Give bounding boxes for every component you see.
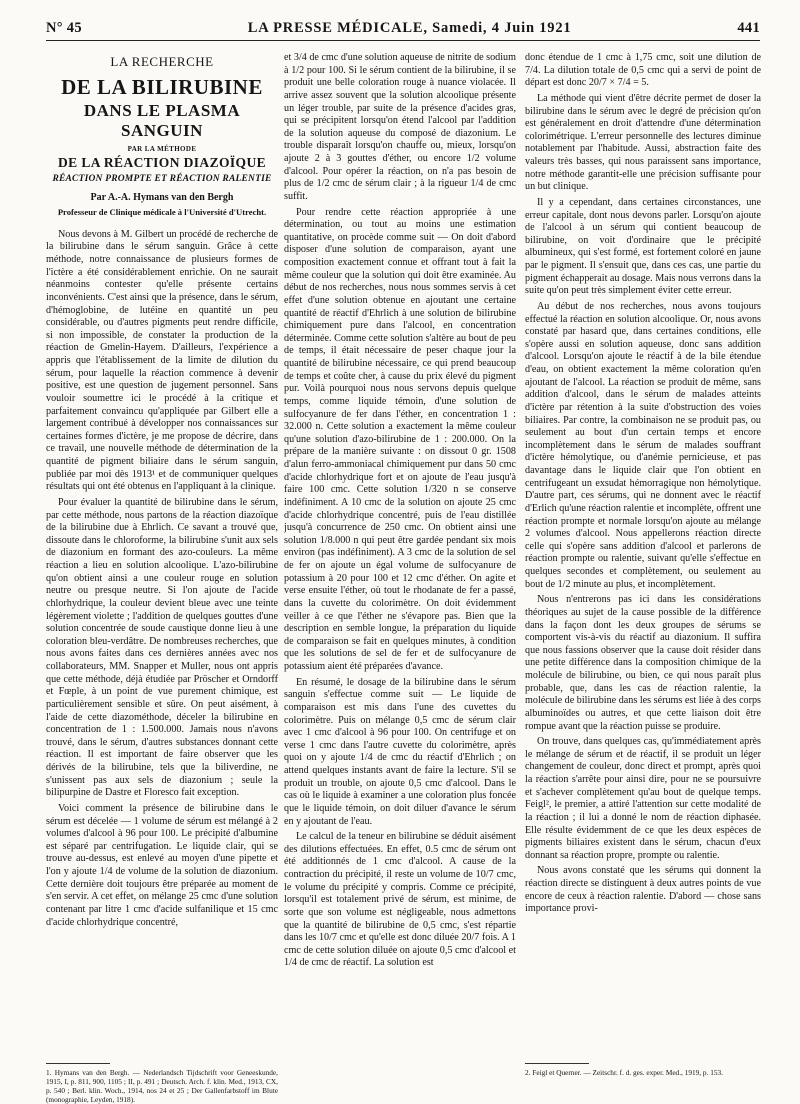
paragraph: Au début de nos recherches, nous avons toujours effectué la réaction en solution alcoolique. Or, nous avons constaté par hasard que, dans certaines conditions, elle s'opère aussi en solution aqueuse, donc sans addition d'alcool. Lorsqu'on ajoute le réactif à de la bile étendue d'eau, on obtient exactement la même coloration qu'en ajoutant de l'alcool. La réaction se produit de même, sans addition d'alcool, dans le sérum de malades atteints d'ictère par rétention à la suite d'obstruction des voies biliaires. Par contre, la combinaison ne se produit pas, ou seulement au bout d'un certain temps et encore incomplètement dans le sérum de malades souffrant d'ictère hémolytique, ou d'anémie pernicieuse, et pas davantage dans le liquide clair que l'on obtient en centrifugeant un exsudat hémorragique non hémolytique. D'autre part, ces sérums, qui ne donnent avec le réactif d'Erlich qu'une réaction ralentie et incomplète, offrent une réaction prompte et normale lorsqu'on ajoute au mélange 2 volumes d'alcool. Nous appellerons réaction directe celle qui s'opère sans addition d'alcool et parlerons de réaction prompte ou ralentie, suivant qu'elle s'effectue en quelques secondes et complètement, ou seulement au bout de 1/2 minute au plus, et incomplètement. — [525, 300, 761, 590]
paragraph: Pour évaluer la quantité de bilirubine dans le sérum, par cette méthode, nous partons de la réaction diazoïque de la bilirubine due à Ehrlich. Ce savant a trouvé que, dissoute dans le chloroforme, la bilirubine s'unit aux sels de diazonium en formant des azo-couleurs. La même réaction a lieu en solution alcoolique. L'azo-bilirubine qu'on obtient ainsi a une couleur rouge en solution neutre ou presque neutre. Si l'on ajoute de l'acide chlorhydrique, la couleur devient bleue avec une teinte légèrement violette ; l'addition de quelques gouttes d'une solution concentrée de soude caustique donne lieu à une coloration bleu-verdâtre. De nombreuses recherches, que nous avons faites dans ces dernières années avec nos collaborateurs, MM. Snapper et Muller, nous ont appris que cette méthode, déjà étudiée par Pröscher et Orndorff et Fœple, à un point de vue purement chimique, est particulièrement sensible et sûre. On peut aisément, à l'aide de cette diazométhode, déceler la bilirubine en concentration de 1 : 1.500.000. Jamais nous n'avons trouvé, dans le sérum, d'autres substances donnant cette réaction. Il est important de faire observer que les dérivés de la bilirubine, tels que la biliverdine, ne s'unissent pas aux sels de diazonium ; seule la bilipurpine de Dastre et Floresco fait exception. — [46, 496, 278, 799]
paragraph: Pour rendre cette réaction appropriée à une détermination, ou tout au moins une estimation quantitative, on procède comme suit — On doit d'abord disposer d'une solution de comparaison, ayant une composition exactement connue et offrant tout à fait la même couleur que la solution qui doit être examinée. Au début de nos recherches, nous nous sommes servis à cet effet d'une solution obtenue en ajoutant une certaine quantité de réactif d'Ehrlich à une solution de bilirubine chimiquement pure dans l'alcool, en concentration déterminée. Comme cette solution s'altère au bout de peu de temps, il était nécessaire de peser chaque jour la quantité de bilirubine nécessaire, ce qui prend beaucoup de temps et coûte cher, à cause du prix élevé du pigment pur. Voilà pourquoi nous nous servons depuis quelque temps, comme liquide témoin, d'une solution de sulfocyanure de fer dans l'éther, en concentration 1 : 32.000 n. Cette solution a exactement la même couleur qu'une solution d'azo-bilirubine de 1 : 200.000. On la prépare de la manière suivante : on dissout 0 gr. 1508 d'alun ferro-ammoniacal chimiquement pur dans 50 cmc d'acide chlorhydrique fort et on ajoute de l'eau jusqu'à faire 100 cmc. Cette solution 1/320 n se conserve indéfiniment. A 10 cmc de la solution on ajoute 25 cmc d'acide chlorhydrique concentré, puis de l'eau distillée jusqu'à concurrence de 250 cmc. On obtient ainsi une solution 1/8.000 n qui peut être gardée pendant six mois environ (pas indéfiniment). A 3 cmc de la solution de sel de fer on ajoute un égal volume de sulfocyanure de potassium à 20 pour 100 et 12 cmc d'éther. On agite et verse ensuite l'éther, où tout le rhodanate de fer a passé, dans la cuvette du colorimètre. On doit évidemment veiller à ce que l'éther ne s'évapore pas. Bien que la description en semble longue, la préparation du liquide de comparaison se fait en quelques minutes, à condition que les solutions de sel de fer et de sulfocyanure de potassium aient été préparées d'avance. — [284, 206, 516, 672]
paragraph: Nous avons constaté que les sérums qui donnent la réaction directe se distinguent à deux autres points de vue encore de ceux à réaction ralentie. D'abord — chose sans importance provi- — [525, 865, 761, 915]
footnote-rule — [46, 1063, 110, 1064]
journal-title: LA PRESSE MÉDICALE, Samedi, 4 Juin 1921 — [247, 20, 572, 36]
paragraph: On trouve, dans quelques cas, qu'immédiatement après le mélange de sérum et de réactif, il se produit un léger changement de couleur, donc direct et prompt, après quoi la réaction s'arrête pour ainsi dire, pour ne se poursuivre et s'achever complètement qu'au bout de quelque temps. Feigl², le premier, a attiré l'attention sur cette modalité de la réaction ; il lui a donné le nom de réaction diphasée. Elle résulte évidemment de ce que les deux espèces de pigments biliaires existent dans le sérum, chacun d'eux donnant sa réaction propre, prompte ou ralentie. — [525, 736, 761, 861]
article-method: DE LA RÉACTION DIAZOÏQUE — [57, 155, 266, 171]
column-3 — [525, 52, 761, 1052]
footnote-2: 2. Feigl et Querner. — Zeitschr. f. d. ges. exper. Med., 1919, p. 153. — [525, 1068, 723, 1077]
article-subtitle: RÉACTION PROMPTE ET RÉACTION RALENTIE — [52, 173, 272, 184]
running-head — [46, 20, 760, 40]
paragraph: donc étendue de 1 cmc à 1,75 cmc, soit une dilution de 7/4. La dilution totale de 0,5 cmc qui a servi de point de départ est donc 20/7 × 7/4 = 5. — [525, 52, 761, 89]
paragraph: Voici comment la présence de bilirubine dans le sérum est décelée — 1 volume de sérum est mélangé à 2 volumes d'alcool à 96 pour 100. Le précipité d'albumine est séparé par centrifugation. Le liquide clair, qui se trouve au-dessus, est enlevé au moyen d'une pipette et l'on y ajoute 1/4 de volume de la solution de diazonium. Cette dernière doit toujours être préparée au moment de s'en servir. A cet effet, on mélange 25 cmc d'une solution contenant par litre 1 cmc d'acide sulfanilique et 15 cmc d'acide chlorhydrique concentré, — [46, 802, 278, 928]
page-number: 441 — [737, 20, 760, 36]
column-2 — [284, 52, 516, 1052]
column-1 — [46, 52, 278, 1052]
paragraph: Nous devons à M. Gilbert un procédé de recherche de la bilirubine dans le sérum sanguin. Grâce à cette méthode, notre connaissance de plusieurs formes de l'ictère a été considérablement enrichie. On ne saurait néanmoins contester qu'elle présente certains inconvénients. C'est ainsi que la présence, dans le sérum, d'hémoglobine, de lutéine en quantité un peu considérable, ou d'autres pigments peut rendre difficile, si non impossible, de constater la production de la réaction de Gmelin-Hayem. D'ailleurs, l'expérience a appris que l'établissement de la limite de dilution du sérum, pour laquelle la réaction commence à devenir positive, est une question de jugement personnel. Sans vouloir soumettre ici le procédé à la critique et parfaitement convaincu qu'appliquée par Gilbert elle a largement contribué à développer nos connaissances sur certaines formes d'ictère, je me propose de décrire, dans ce travail, une nouvelle méthode de détermination de la quantité de pigment biliaire dans le sérum sanguin, publiée par moi dès 1913¹ et de communiquer quelques résultats qui ont été obtenus en l'appliquant à la clinique. — [46, 228, 278, 493]
header-rule — [46, 40, 760, 41]
footnote-1: 1. Hymans van den Bergh. — Nederlandsch Tijdschrift voor Geneeskunde, 1915, I, p. 811, 900, 1105 ; II, p. 491 ; Deutsch. Arch. f. klin. Med., 1913, CX, p. 540 ; Berl. klin. Woch., 1914, nos 24 et 25 ; Der Gallenfarbstoff im Blute (monographie, Leyden, 1918). — [46, 1068, 278, 1104]
article-title-line1: DE LA BILIRUBINE — [61, 74, 263, 99]
paragraph: La méthode qui vient d'être décrite permet de doser la bilirubine dans le sérum avec le degré de précision qu'on est généralement en droit d'attendre d'une détermination colorimétrique. L'erreur personnelle des lectures diminue notablement par l'habitude. Aussi, abstraction faite des valeurs très basses, qui nous paraissent sans importance, notre méthode garantit-elle une précision suffisante pour un but clinique. — [525, 92, 761, 193]
article-affiliation: Professeur de Clinique médicale à l'Université d'Utrecht. — [57, 207, 267, 218]
paragraph: En résumé, le dosage de la bilirubine dans le sérum sanguin s'effectue comme suit — Le liquide de comparaison est mis dans l'une des cuvettes du colorimètre. Puis on mélange 0,5 cmc de sérum clair avec 1 cmc d'alcool à 96 pour 100. On centrifuge et on verse 1 cmc dans l'autre cuvette du colorimètre, après quoi on y ajoute 1/4 de cmc du réactif d'Ehrlich ; on attend quelques instants avant de faire la lecture. S'il se produit un trouble, on ajoute 0,5 cmc d'alcool. Dans le cas où le liquide à examiner a une coloration plus foncée que le liquide témoin, on doit diluer d'avance le sérum en y ajoutant de l'eau. — [284, 676, 516, 827]
paragraph: Nous n'entrerons pas ici dans les considérations théoriques au sujet de la cause possible de la différence dans la façon dont les deux groupes de sérums se comportent vis-à-vis du réactif au diazonium. Il suffira que nous fassions observer que la cause doit résider dans une petite différence dans la composition chimique de la molécule de bilirubine, ou bien, ce qui nous paraît plus probable, que, dans les cas de réaction ralentie, la molécule de bilirubine dans les sérums est liée à des corps albuminoïdes ou autres, et que cette liaison doit être rompue avant que la réaction puisse se produire. — [525, 594, 761, 732]
paragraph: Le calcul de la teneur en bilirubine se déduit aisément des dilutions effectuées. En effet, 0.5 cmc de sérum ont été additionnés de 1 cmc d'alcool. A cause de la contraction du précipité, il reste un volume de 10/7 cmc, le volume du précipité y compris. Comme ce précipité, lorsqu'il est totalement privé de sérum, est minime, de sorte que son volume est négligeable, nous admettons que la quantité de bilirubine de 0,5 cmc, s'est répartie dans les 10/7 cmc et qu'elle est donc diluée 20/7 fois. A 1 cmc de cette solution diluée on ajoute 0,5 cmc d'alcool et 1/4 de cmc de réactif. La solution est — [284, 831, 516, 969]
issue-number: N° 45 — [46, 20, 82, 36]
article-author: Par A.-A. Hymans van den Bergh — [90, 191, 234, 203]
article-title-line2: DANS LE PLASMA SANGUIN — [83, 100, 241, 140]
article-kicker: LA RECHERCHE — [110, 54, 214, 69]
footnote-rule — [525, 1063, 589, 1064]
paragraph: et 3/4 de cmc d'une solution aqueuse de nitrite de sodium à 1/2 pour 100. Si le sérum contient de la bilirubine, il se produit une belle coloration rouge à nuance violacée. Il arrive assez souvent que la solution alcoolique présente un léger trouble, par suite de la présence d'acides gras, qui se précipitent lorsqu'on étend l'alcool par l'addition de la solution aqueuse du composé de diazonium. Le trouble disparaît lorsqu'on chauffe ou, mieux, lorsqu'on ajoute 2 à 3 gouttes d'éther, ou encore 1/2 volume d'alcool. Pour opérer la réaction, on n'a pas besoin de plus de 1/2 cmc de sérum clair ; à la rigueur 1/4 de cmc suffit. — [284, 52, 516, 202]
article-by-method: PAR LA MÉTHODE — [127, 144, 197, 153]
paragraph: Il y a cependant, dans certaines circonstances, une erreur capitale, dont nous devons parler. Lorsqu'on ajoute de l'alcool à un sérum qui contient beaucoup de bilirubine, on voit d'ordinaire que le précipité albumineux, qui s'est formé, est fortement coloré en jaune par le pigment. Il s'ensuit que, dans ces cas, une partie du pigment échapperait au dosage. Mais nous verrons dans la suite qu'on peut très simplement éviter cette erreur. — [525, 196, 761, 297]
